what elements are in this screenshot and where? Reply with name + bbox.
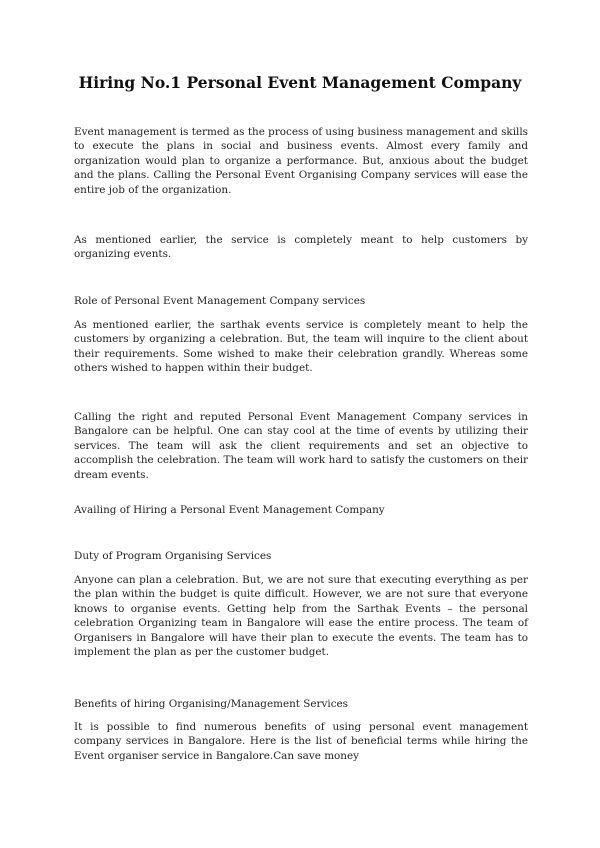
section-heading-availing: Availing of Hiring a Personal Event Management Company — [74, 504, 385, 516]
role-paragraph-2: Calling the right and reputed Personal Event Management Company services in Bangalore can be helpful. One can stay cool at the time of events by utilizing their services. The team will ask the client requirements and set an objective to accomplish the celebration. The team will work hard to satisfy the customers on their dream events. — [74, 411, 528, 481]
section-heading-duty: Duty of Program Organising Services — [74, 550, 272, 562]
section-heading-benefits: Benefits of hiring Organising/Management Services — [74, 698, 348, 710]
intro-paragraph-1: Event management is termed as the process of using business management and skills to execute the plans in social and business events. Almost every family and organization would plan to organize a performance. But, anxious about the budget and the plans. Calling the Personal Event Organising Company services will ease the entire job of the organization. — [74, 126, 528, 196]
role-paragraph-1: As mentioned earlier, the sarthak events service is completely meant to help the customers by organizing a celebration. But, the team will inquire to the client about their requirements. Some wished to make their celebration grandly. Whereas some others wished to happen within their budget. — [74, 319, 528, 375]
page-title: Hiring No.1 Personal Event Management Company — [78, 73, 522, 92]
benefits-paragraph-1: It is possible to find numerous benefits of using personal event management company services in Bangalore. Here is the list of beneficial terms while hiring the Event organiser service in Bangalore.Can save money — [74, 721, 528, 762]
section-heading-role: Role of Personal Event Management Company services — [74, 295, 366, 307]
duty-paragraph-1: Anyone can plan a celebration. But, we are not sure that executing everything as per the plan within the budget is quite difficult. However, we are not sure that everyone knows to organise events. Getting help from the Sarthak Events – the personal celebration Organizing team in Bangalore will ease the entire process. The team of Organisers in Bangalore will have their plan to execute the events. The team has to implement the plan as per the customer budget. — [74, 574, 528, 659]
intro-paragraph-2: As mentioned earlier, the service is completely meant to help customers by organizing events. — [74, 234, 528, 261]
